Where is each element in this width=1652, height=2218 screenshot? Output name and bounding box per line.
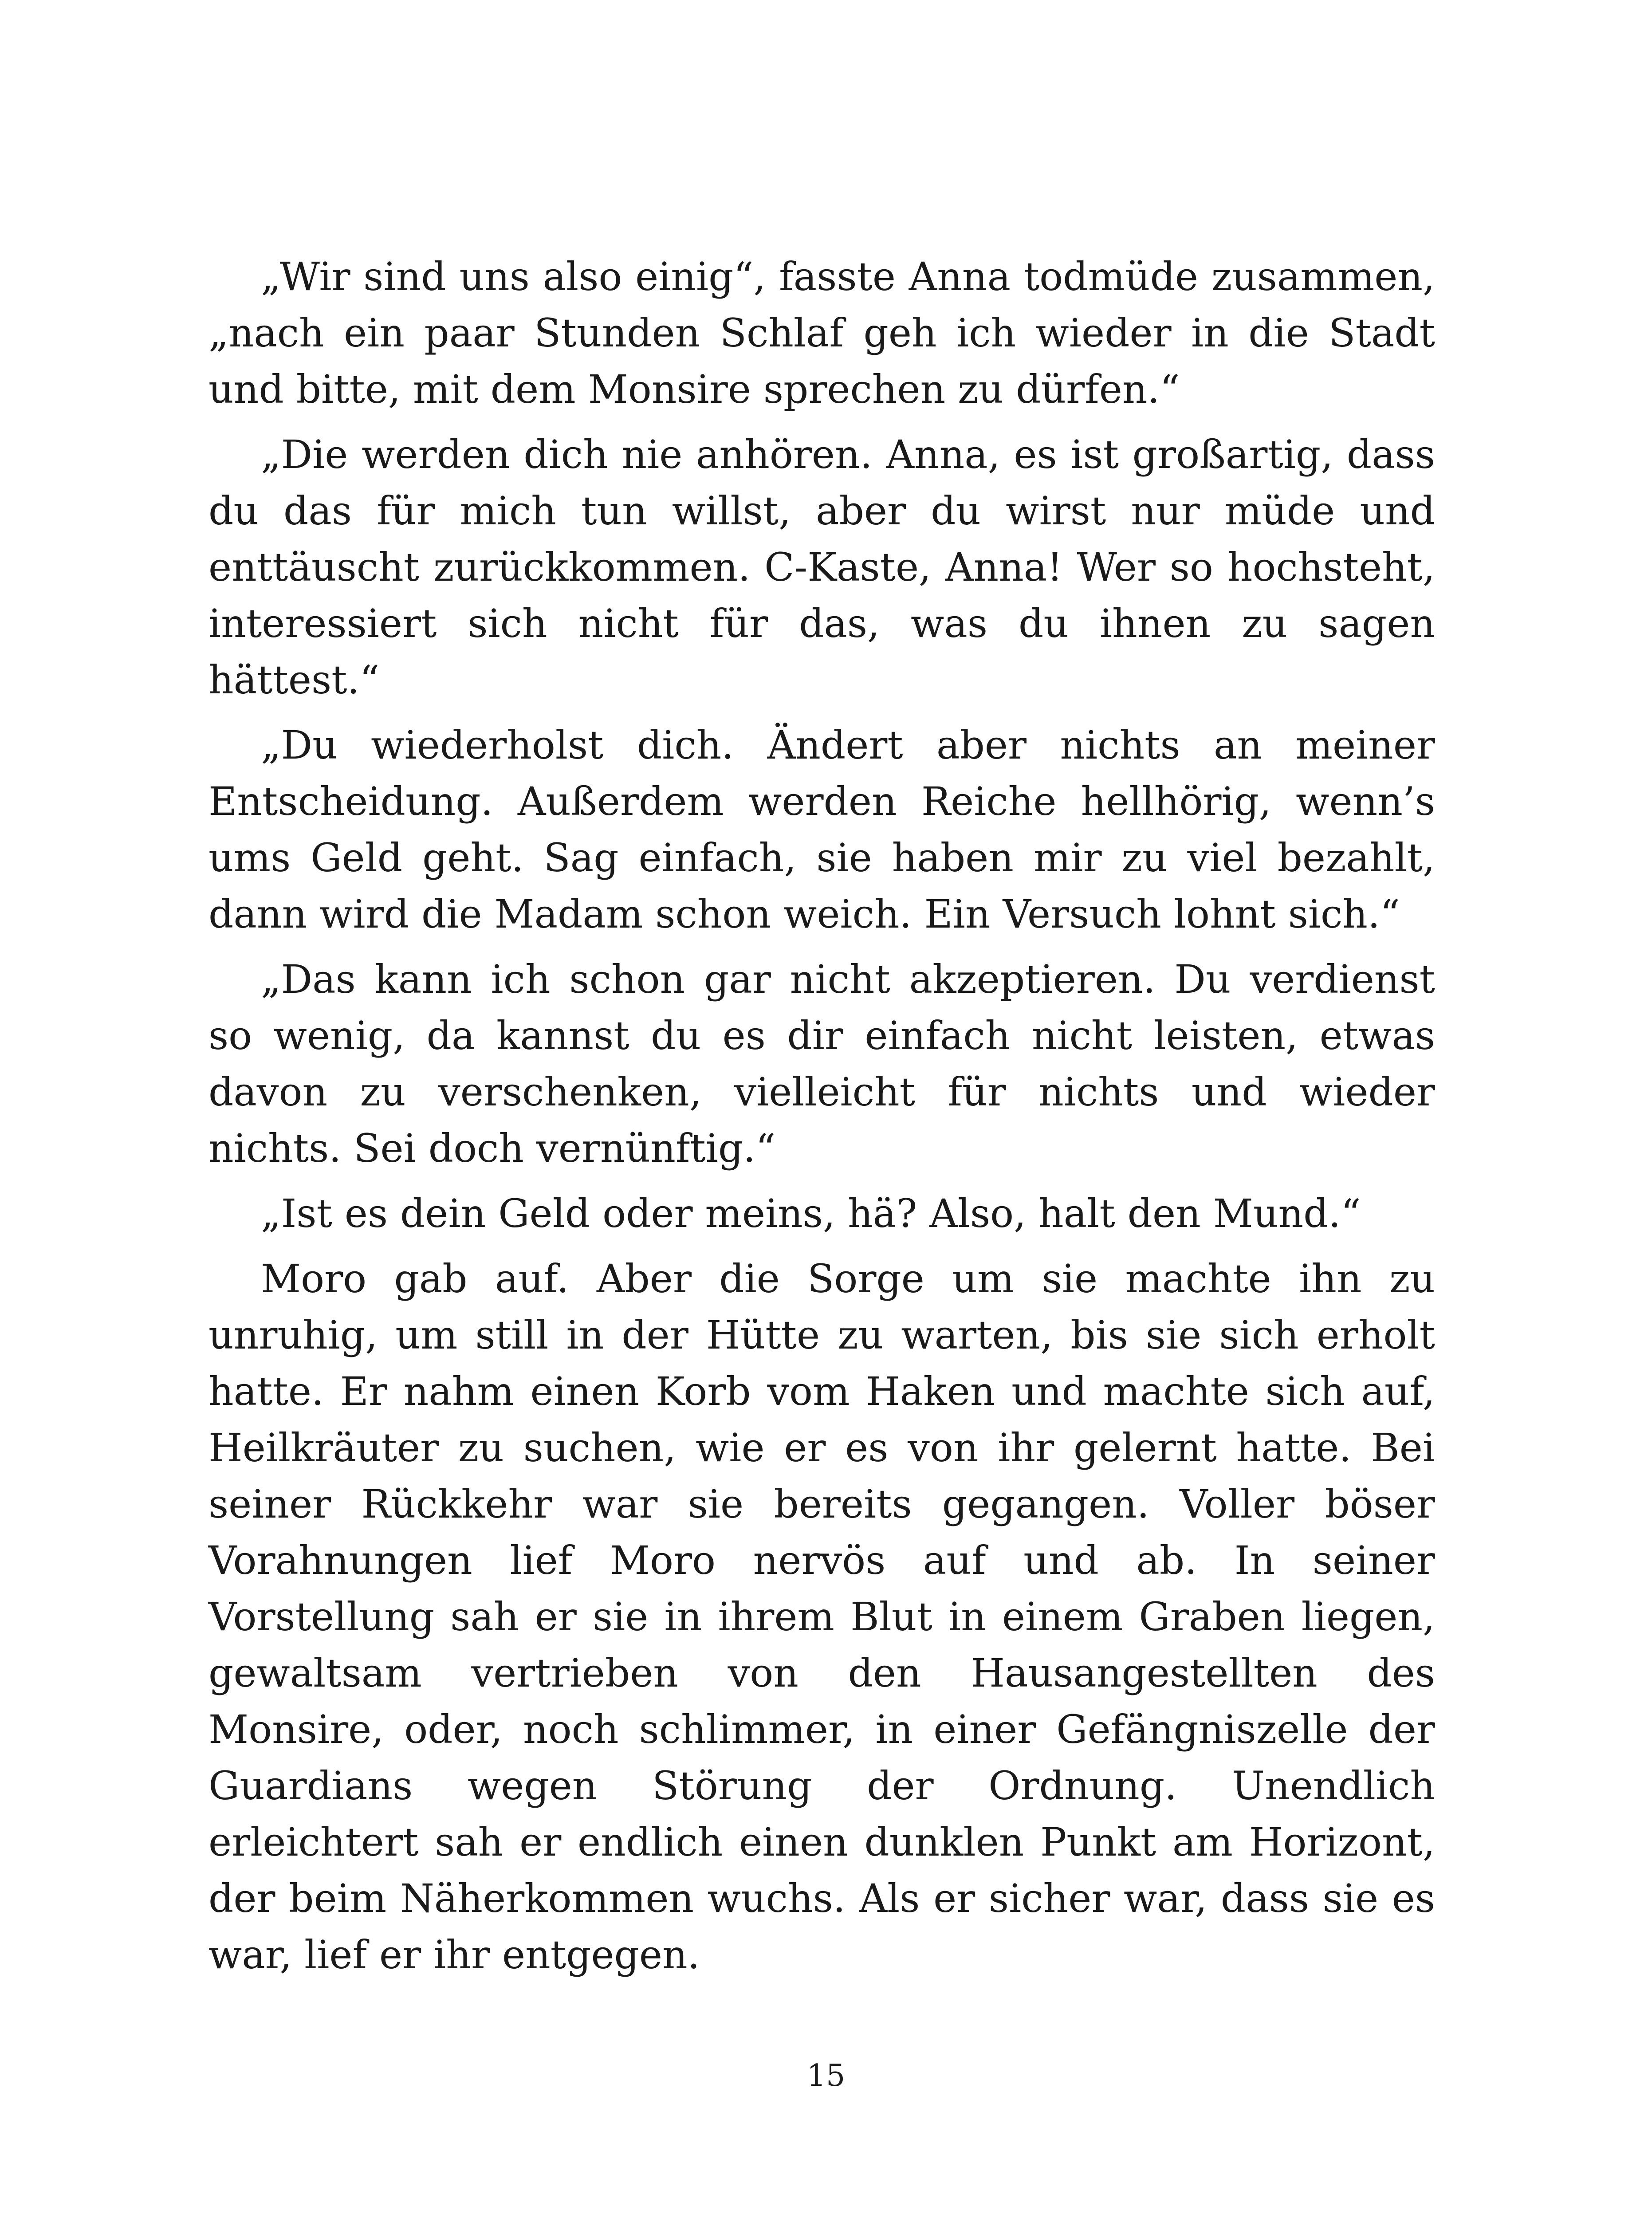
body-text [208,248,1435,1992]
paragraph-2: „Die werden dich nie anhören. Anna, es ist großartig, dass du das für mich tun willst, aber du wirst nur müde und enttäuscht zurückkommen. C-Kaste, Anna! Wer so hochsteht, interessiert sich nicht für das, was du ihnen zu sagen hättest.“ [208,432,1435,703]
paragraph-6: Moro gab auf. Aber die Sorge um sie machte ihn zu unruhig, um still in der Hütte zu warten, bis sie sich erholt hatte. Er nahm einen Korb vom Haken und machte sich auf, Heilkräuter zu suchen, wie er es von ihr gelernt hatte. Bei seiner Rückkehr war sie bereits gegangen. Voller böser Vorahnungen lief Moro nervös auf und ab. In seiner Vorstellung sah er sie in ihrem Blut in einem Graben liegen, gewaltsam vertrieben von den Hausangestellten des Monsire, oder, noch schlimmer, in einer Gefängniszelle der Guardians wegen Störung der Ordnung. Unendlich erleichtert sah er endlich einen dunklen Punkt am Horizont, der beim Näherkommen wuchs. Als er sicher war, dass sie es war, lief er ihr entgegen. [208,1256,1435,1978]
paragraph-3: „Du wiederholst dich. Ändert aber nichts an meiner Entscheidung. Außerdem werden Reiche hellhörig, wenn’s ums Geld geht. Sag einfach, sie haben mir zu viel bezahlt, dann wird die Madam schon weich. Ein Versuch lohnt sich.“ [208,722,1435,937]
paragraph-1: „Wir sind uns also einig“, fasste Anna todmüde zusammen, „nach ein paar Stunden Schlaf geh ich wieder in die Stadt und bitte, mit dem Monsire sprechen zu dürfen.“ [208,254,1435,412]
page-number: 15 [806,2058,846,2093]
paragraph-4: „Das kann ich schon gar nicht akzeptieren. Du verdienst so wenig, da kannst du es dir einfach nicht leisten, etwas davon zu verschenken, vielleicht für nichts und wieder nichts. Sei doch vernünftig.“ [208,956,1435,1171]
paragraph-5: „Ist es dein Geld oder meins, hä? Also, halt den Mund.“ [261,1191,1361,1236]
